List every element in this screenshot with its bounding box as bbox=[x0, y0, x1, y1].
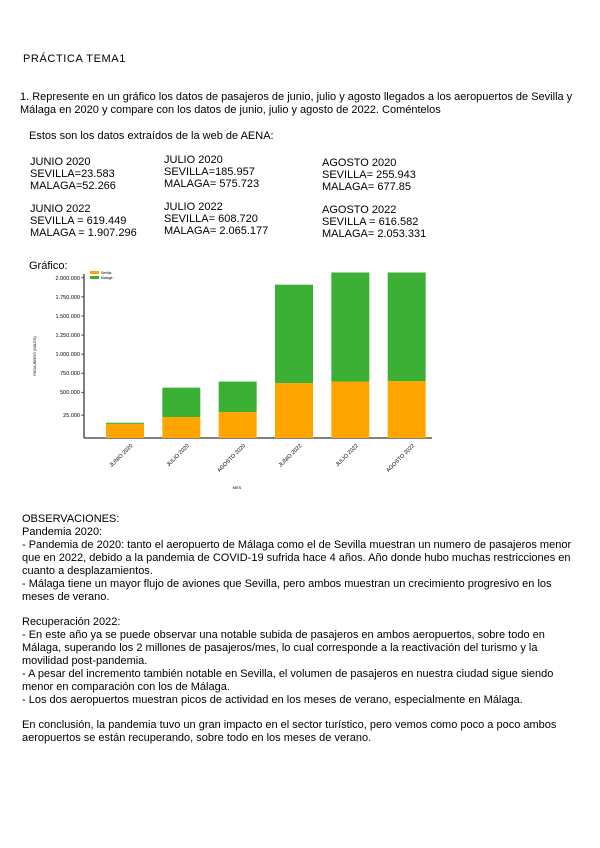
subheading-pandemia: Pandemia 2020: bbox=[22, 526, 103, 538]
x-tick-label: AGOSTO 2022 bbox=[385, 443, 417, 474]
y-tick-label: 750.000 bbox=[60, 371, 80, 378]
x-tick-label: JUNIO 2022 bbox=[277, 443, 304, 469]
bar-sevilla bbox=[106, 424, 144, 438]
y-tick-label: 2.000.000 bbox=[55, 275, 80, 282]
legend-swatch-sevilla bbox=[90, 271, 99, 274]
bar-malaga bbox=[162, 388, 200, 417]
bar-malaga bbox=[388, 272, 426, 381]
data-block-agosto-2020 bbox=[322, 157, 416, 193]
data-block-title: AGOSTO 2020 bbox=[322, 157, 397, 169]
data-sevilla: SEVILLA= 608.720 bbox=[164, 213, 258, 225]
paragraph: - A pesar del incremento también notable en Sevilla, el volumen de pasajeros en nuestra ciudad sigue siendo menor en comparación con los de Málaga. bbox=[22, 668, 554, 693]
x-axis-label: MES bbox=[232, 485, 242, 490]
grafico-label: Gráfico: bbox=[29, 260, 68, 272]
bar-malaga bbox=[331, 272, 369, 381]
bar-malaga bbox=[106, 423, 144, 424]
data-block-title: JULIO 2020 bbox=[164, 154, 223, 166]
y-tick-label: 1.000.000 bbox=[55, 352, 80, 359]
intro-text: Estos son los datos extraídos de la web de AENA: bbox=[29, 130, 274, 142]
bar-sevilla bbox=[388, 381, 426, 438]
data-block-title: AGOSTO 2022 bbox=[322, 204, 397, 216]
y-tick-label: 500.000 bbox=[60, 390, 80, 397]
bar-sevilla bbox=[275, 383, 313, 438]
data-sevilla: SEVILLA=23.583 bbox=[30, 168, 115, 180]
conclusion: En conclusión, la pandemia tuvo un gran impacto en el sector turístico, pero vemos como poco a poco ambos aeropuertos se están recuperando, sobre todo en los meses de verano. bbox=[22, 719, 557, 744]
y-axis-label: PASAJEROS (MILES) bbox=[32, 336, 37, 376]
question-text: 1. Represente en un gráfico los datos de pasajeros de junio, julio y agosto llegados a los aeropuertos de Sevilla y Málaga en 2020 y compare con los datos de junio, julio y agosto de 2022. Coméntelos bbox=[20, 91, 573, 116]
data-malaga: MALAGA= 677.85 bbox=[322, 181, 411, 193]
data-sevilla: SEVILLA=185.957 bbox=[164, 166, 255, 178]
y-tick-label: 1.750.000 bbox=[55, 294, 80, 301]
observaciones-section bbox=[22, 513, 582, 745]
legend-swatch-malaga bbox=[90, 276, 99, 279]
x-tick-label: JUNIO 2020 bbox=[108, 443, 135, 469]
data-sevilla: SEVILLA = 616.582 bbox=[322, 216, 419, 228]
data-block-julio-2022 bbox=[164, 201, 268, 237]
x-tick-label: JULIO 2022 bbox=[334, 443, 360, 469]
data-sevilla: SEVILLA = 619.449 bbox=[30, 215, 127, 227]
y-tick-label: 25.000 bbox=[63, 413, 80, 420]
x-tick-label: AGOSTO 2020 bbox=[216, 443, 248, 474]
data-malaga: MALAGA = 1.907.296 bbox=[30, 227, 137, 239]
data-block-junio-2022 bbox=[30, 203, 137, 239]
bar-malaga bbox=[219, 382, 257, 413]
paragraph: - Pandemia de 2020: tanto el aeropuerto de Málaga como el de Sevilla muestran un numero de pasajeros menor que en 2022, debido a la pandemia de COVID-19 sufrida hace 4 años. Año donde hubo muchas restricciones en cuanto a desplazamientos. bbox=[22, 539, 572, 577]
observaciones-heading: OBSERVACIONES: bbox=[22, 513, 120, 525]
data-sevilla: SEVILLA= 255.943 bbox=[322, 169, 416, 181]
bar-chart bbox=[0, 266, 600, 494]
bar-sevilla bbox=[219, 412, 257, 438]
legend-label-sevilla: Sevilla bbox=[101, 271, 112, 275]
data-block-title: JUNIO 2022 bbox=[30, 203, 91, 215]
data-block-title: JUNIO 2020 bbox=[30, 156, 91, 168]
bar-malaga bbox=[275, 285, 313, 383]
data-malaga: MALAGA=52.266 bbox=[30, 180, 116, 192]
paragraph: - Málaga tiene un mayor flujo de aviones que Sevilla, pero ambos muestran un crecimiento progresivo en los meses de verano. bbox=[22, 578, 552, 603]
y-tick-label: 1.250.000 bbox=[55, 333, 80, 340]
bar-sevilla bbox=[331, 382, 369, 438]
data-malaga: MALAGA= 2.053.331 bbox=[322, 228, 427, 240]
paragraph: - Los dos aeropuertos muestran picos de actividad en los meses de verano, especialmente en Málaga. bbox=[22, 694, 523, 706]
bar-sevilla bbox=[162, 417, 200, 438]
x-tick-label: JULIO 2020 bbox=[165, 443, 191, 469]
data-malaga: MALAGA= 2.065.177 bbox=[164, 225, 269, 237]
data-block-julio-2020 bbox=[164, 154, 259, 190]
data-block-junio-2020 bbox=[30, 156, 116, 192]
data-block-title: JULIO 2022 bbox=[164, 201, 223, 213]
legend-label-malaga: Málaga bbox=[101, 276, 113, 280]
subheading-recuperacion: Recuperación 2022: bbox=[22, 616, 121, 628]
paragraph: - En este año ya se puede observar una notable subida de pasajeros en ambos aeropuertos, sobre todo en Málaga, superando los 2 millones de pasajeros/mes, lo cual corresponde a la reactivación del turismo y la movilidad post-pandemia. bbox=[22, 629, 545, 667]
y-tick-label: 1.500.000 bbox=[55, 313, 80, 320]
data-block-agosto-2022 bbox=[322, 204, 426, 240]
document-title: PRÁCTICA TEMA1 bbox=[23, 53, 126, 65]
data-malaga: MALAGA= 575.723 bbox=[164, 178, 260, 190]
